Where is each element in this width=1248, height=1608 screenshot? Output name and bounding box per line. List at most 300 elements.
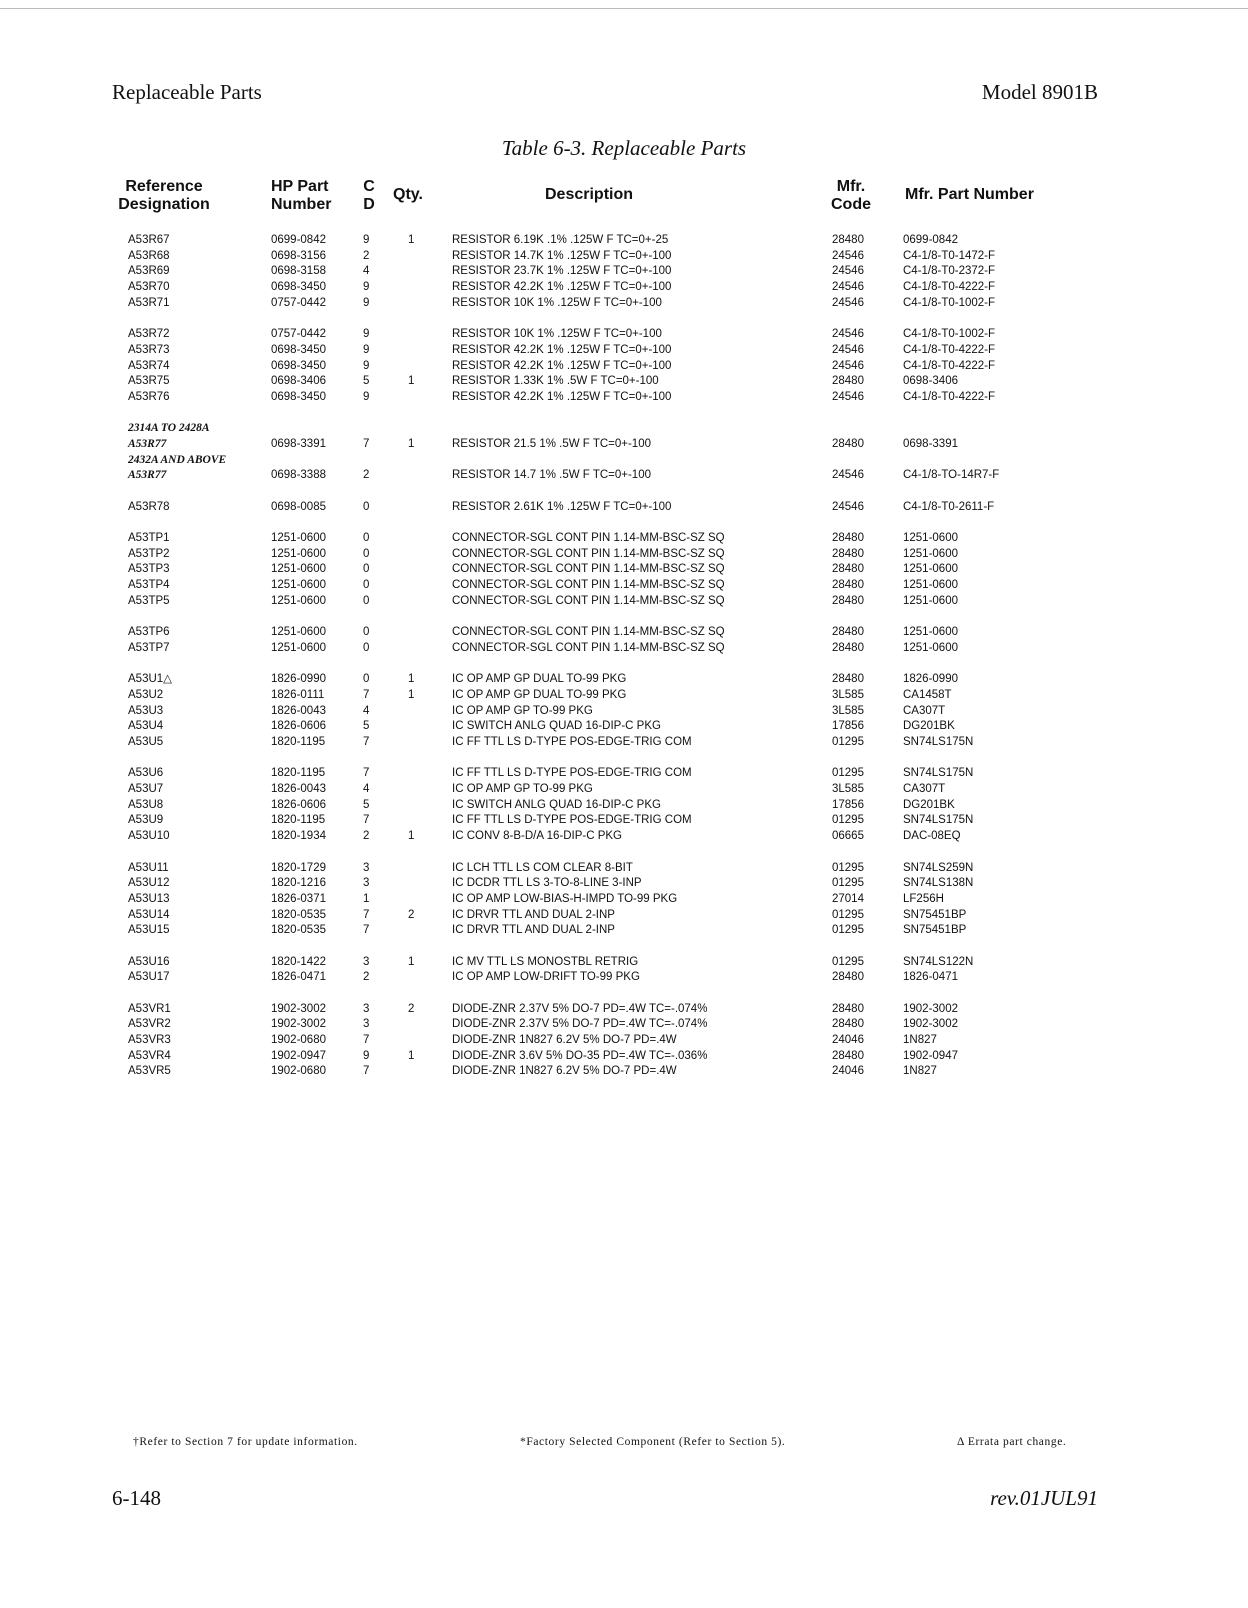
mfr-part-cell: SN74LS138N	[903, 877, 974, 890]
table-row	[0, 735, 1248, 751]
hp-part-cell: 1251-0600	[271, 641, 326, 654]
mfr-part-cell: C4-1/8-T0-4222-F	[903, 343, 996, 356]
cd-cell: 2	[363, 830, 370, 843]
description-cell: RESISTOR 42.2K 1% .125W F TC=0+-100	[452, 281, 672, 294]
hp-part-cell: 0698-3450	[271, 359, 326, 372]
mfr-code-cell: 24546	[832, 249, 864, 262]
mfr-code-cell: 17856	[832, 798, 864, 811]
mfr-code-cell: 01295	[832, 877, 864, 890]
serial-prefix-note	[0, 453, 1248, 469]
mfr-part-cell: C4-1/8-T0-1002-F	[903, 328, 996, 341]
cd-cell: 3	[363, 1018, 370, 1031]
mfr-part-cell: 1251-0600	[903, 532, 958, 545]
table-row	[0, 1049, 1248, 1065]
mfr-code-cell: 01295	[832, 924, 864, 937]
mfr-code-cell: 24546	[832, 265, 864, 278]
table-row	[0, 766, 1248, 782]
table-row	[0, 923, 1248, 939]
col-header-hp-part: HP Part Number	[271, 178, 332, 213]
description-cell: IC OP AMP LOW-BIAS-H-IMPD TO-99 PKG	[452, 892, 678, 905]
hp-part-cell: 1820-1195	[271, 736, 326, 748]
description-cell: IC SWITCH ANLG QUAD 16-DIP-C PKG	[452, 798, 661, 811]
table-row	[0, 719, 1248, 735]
mfr-part-cell: 1902-3002	[903, 1018, 958, 1031]
mfr-part-cell: C4-1/8-T0-1002-F	[903, 296, 996, 309]
mfr-part-cell: 1826-0990	[903, 673, 958, 686]
col-header-description: Description	[545, 186, 634, 203]
description-cell: IC OP AMP GP DUAL TO-99 PKG	[452, 688, 627, 701]
table-row	[0, 343, 1248, 359]
mfr-part-cell: SN75451BP	[903, 924, 967, 937]
cd-cell: 3	[363, 1002, 370, 1015]
footnote-update: †Refer to Section 7 for update information.	[133, 1436, 358, 1448]
mfr-part-cell: 1826-0471	[903, 971, 958, 984]
hp-part-cell: 1251-0600	[271, 594, 326, 607]
ref-cell: A53TP6	[128, 626, 170, 639]
hp-part-cell: 0698-3156	[271, 249, 326, 262]
mfr-code-cell: 24546	[832, 296, 864, 309]
top-rule	[0, 8, 1248, 9]
hp-part-cell: 1826-0043	[271, 704, 326, 717]
ref-cell: A53U7	[128, 783, 164, 796]
mfr-part-cell: 1251-0600	[903, 641, 958, 654]
mfr-code-cell: 28480	[832, 375, 864, 388]
ref-cell: A53U2	[128, 688, 164, 701]
hp-part-cell: 1820-1729	[271, 861, 326, 874]
table-row	[0, 264, 1248, 280]
row-spacer	[0, 986, 1248, 1002]
hp-part-cell: 1902-0680	[271, 1065, 326, 1078]
row-spacer	[0, 610, 1248, 626]
table-row	[0, 468, 1248, 484]
hp-part-cell: 1826-0371	[271, 892, 326, 905]
cd-cell: 7	[363, 736, 370, 748]
cd-cell: 9	[363, 281, 370, 294]
table-row	[0, 908, 1248, 924]
section-title: Replaceable Parts	[112, 80, 262, 104]
hp-part-cell: 1820-1934	[271, 830, 326, 843]
revision-date: rev.01JUL91	[990, 1486, 1098, 1510]
mfr-code-cell: 28480	[832, 579, 864, 592]
ref-cell: A53R70	[128, 281, 170, 294]
ref-cell: A53TP3	[128, 563, 170, 576]
ref-cell: A53TP1	[128, 532, 170, 545]
mfr-code-cell: 28480	[832, 532, 864, 545]
qty-cell: 1	[408, 955, 415, 968]
description-cell: CONNECTOR-SGL CONT PIN 1.14-MM-BSC-SZ SQ	[452, 547, 725, 560]
mfr-part-cell: SN74LS175N	[903, 814, 974, 827]
table-row	[0, 672, 1248, 688]
hp-part-cell: 1826-0471	[271, 971, 326, 984]
description-cell: DIODE-ZNR 1N827 6.2V 5% DO-7 PD=.4W	[452, 1034, 677, 1047]
description-cell: RESISTOR 10K 1% .125W F TC=0+-100	[452, 328, 662, 341]
cd-cell: 2	[363, 469, 370, 482]
table-row	[0, 1002, 1248, 1018]
hp-part-cell: 0698-3158	[271, 265, 326, 278]
cd-cell: 7	[363, 767, 370, 780]
hp-part-cell: 1820-1422	[271, 955, 326, 968]
mfr-part-cell: C4-1/8-T0-4222-F	[903, 390, 996, 403]
description-cell: RESISTOR 14.7K 1% .125W F TC=0+-100	[452, 249, 672, 262]
description-cell: CONNECTOR-SGL CONT PIN 1.14-MM-BSC-SZ SQ	[452, 532, 725, 545]
ref-cell: A53R77	[128, 469, 167, 482]
cd-cell: 9	[363, 328, 370, 341]
table-row	[0, 547, 1248, 563]
description-cell: DIODE-ZNR 1N827 6.2V 5% DO-7 PD=.4W	[452, 1065, 677, 1078]
hp-part-cell: 1251-0600	[271, 532, 326, 545]
table-row	[0, 359, 1248, 375]
mfr-code-cell: 24546	[832, 281, 864, 294]
ref-cell: A53R76	[128, 390, 170, 403]
mfr-code-cell: 24046	[832, 1065, 864, 1078]
table-row	[0, 374, 1248, 390]
mfr-code-cell: 3L585	[832, 783, 864, 796]
ref-cell: A53R68	[128, 249, 170, 262]
mfr-code-cell: 27014	[832, 892, 864, 905]
mfr-code-cell: 01295	[832, 908, 864, 921]
cd-cell: 7	[363, 908, 370, 921]
col-header-cd: C D	[363, 178, 375, 213]
cd-cell: 9	[363, 343, 370, 356]
model-title: Model 8901B	[981, 80, 1098, 104]
hp-part-cell: 1902-0947	[271, 1049, 326, 1062]
mfr-part-cell: C4-1/8-TO-14R7-F	[903, 469, 1000, 482]
mfr-part-cell: SN74LS259N	[903, 861, 974, 874]
ref-cell: A53U3	[128, 704, 164, 717]
table-row	[0, 861, 1248, 877]
table-row	[0, 892, 1248, 908]
table-row	[0, 280, 1248, 296]
description-cell: DIODE-ZNR 2.37V 5% DO-7 PD=.4W TC=-.074%	[452, 1018, 708, 1031]
mfr-part-cell: SN74LS175N	[903, 767, 974, 780]
table-row	[0, 578, 1248, 594]
description-cell: RESISTOR 42.2K 1% .125W F TC=0+-100	[452, 390, 672, 403]
mfr-part-cell: 1N827	[903, 1034, 937, 1047]
table-row	[0, 390, 1248, 406]
row-spacer	[0, 406, 1248, 422]
cd-cell: 7	[363, 924, 370, 937]
mfr-code-cell: 24546	[832, 359, 864, 372]
mfr-part-cell: SN74LS122N	[903, 955, 974, 968]
cd-cell: 0	[363, 641, 370, 654]
mfr-part-cell: CA307T	[903, 704, 946, 717]
cd-cell: 0	[363, 626, 370, 639]
table-row	[0, 704, 1248, 720]
ref-cell: A53U9	[128, 814, 164, 827]
ref-cell: A53TP7	[128, 641, 170, 654]
table-row	[0, 782, 1248, 798]
ref-cell: A53TP4	[128, 579, 170, 592]
hp-part-cell: 1826-0043	[271, 783, 326, 796]
hp-part-cell: 0698-3450	[271, 390, 326, 403]
cd-cell: 7	[363, 1034, 370, 1047]
ref-cell: A53U1△	[128, 673, 173, 686]
ref-cell: A53U15	[128, 924, 170, 937]
ref-cell: A53R74	[128, 359, 170, 372]
hp-part-cell: 1826-0606	[271, 720, 326, 733]
mfr-code-cell: 28480	[832, 1018, 864, 1031]
hp-part-cell: 0757-0442	[271, 296, 326, 309]
qty-cell: 1	[408, 673, 415, 686]
description-cell: CONNECTOR-SGL CONT PIN 1.14-MM-BSC-SZ SQ	[452, 579, 725, 592]
ref-cell: A53U13	[128, 892, 170, 905]
serial-prefix-note	[0, 421, 1248, 437]
ref-cell: A53U16	[128, 955, 170, 968]
description-cell: IC OP AMP GP TO-99 PKG	[452, 783, 593, 796]
ref-cell: A53TP2	[128, 547, 170, 560]
col-header-qty: Qty.	[393, 186, 423, 203]
ref-cell: A53R67	[128, 234, 170, 246]
cd-cell: 0	[363, 579, 370, 592]
mfr-part-cell: 1902-3002	[903, 1002, 958, 1015]
ref-cell: A53U4	[128, 720, 164, 733]
mfr-part-cell: 1251-0600	[903, 563, 958, 576]
cd-cell: 9	[363, 1049, 370, 1062]
ref-cell: A53R75	[128, 375, 170, 388]
mfr-code-cell: 28480	[832, 547, 864, 560]
description-cell: IC DRVR TTL AND DUAL 2-INP	[452, 924, 615, 937]
description-cell: RESISTOR 1.33K 1% .5W F TC=0+-100	[452, 375, 659, 388]
table-row	[0, 594, 1248, 610]
qty-cell: 1	[408, 1049, 415, 1062]
hp-part-cell: 1902-3002	[271, 1002, 326, 1015]
ref-cell: A53VR2	[128, 1018, 171, 1031]
table-row	[0, 562, 1248, 578]
hp-part-cell: 1251-0600	[271, 547, 326, 560]
mfr-code-cell: 24546	[832, 328, 864, 341]
mfr-code-cell: 28480	[832, 437, 864, 450]
ref-cell: A53U12	[128, 877, 170, 890]
mfr-code-cell: 01295	[832, 736, 864, 748]
mfr-code-cell: 24546	[832, 469, 864, 482]
mfr-part-cell: CA1458T	[903, 688, 952, 701]
ref-cell: A53U5	[128, 736, 164, 748]
mfr-part-cell: 1902-0947	[903, 1049, 958, 1062]
cd-cell: 5	[363, 375, 370, 388]
description-cell: IC MV TTL LS MONOSTBL RETRIG	[452, 955, 639, 968]
cd-cell: 7	[363, 814, 370, 827]
table-row	[0, 688, 1248, 704]
description-cell: DIODE-ZNR 3.6V 5% DO-35 PD=.4W TC=-.036%	[452, 1049, 708, 1062]
qty-cell: 1	[408, 234, 415, 246]
description-cell: RESISTOR 2.61K 1% .125W F TC=0+-100	[452, 500, 672, 513]
description-cell: RESISTOR 6.19K .1% .125W F TC=0+-25	[452, 234, 669, 246]
cd-cell: 9	[363, 296, 370, 309]
hp-part-cell: 1826-0111	[271, 688, 325, 701]
row-spacer	[0, 751, 1248, 767]
hp-part-cell: 0698-3406	[271, 375, 326, 388]
serial-prefix-text: 2314A TO 2428A	[128, 422, 210, 435]
ref-cell: A53VR5	[128, 1065, 171, 1078]
row-spacer	[0, 939, 1248, 955]
row-spacer	[0, 311, 1248, 327]
cd-cell: 3	[363, 861, 370, 874]
hp-part-cell: 1820-1195	[271, 814, 326, 827]
cd-cell: 9	[363, 390, 370, 403]
mfr-code-cell: 28480	[832, 641, 864, 654]
col-header-mfr-part: Mfr. Part Number	[905, 186, 1034, 203]
mfr-code-cell: 24046	[832, 1034, 864, 1047]
ref-cell: A53U17	[128, 971, 170, 984]
hp-part-cell: 1820-0535	[271, 908, 326, 921]
description-cell: IC OP AMP GP DUAL TO-99 PKG	[452, 673, 627, 686]
mfr-part-cell: CA307T	[903, 783, 946, 796]
mfr-code-cell: 01295	[832, 814, 864, 827]
cd-cell: 0	[363, 532, 370, 545]
mfr-part-cell: LF256H	[903, 892, 944, 905]
table-row	[0, 970, 1248, 986]
table-row	[0, 500, 1248, 516]
description-cell: IC LCH TTL LS COM CLEAR 8-BIT	[452, 861, 633, 874]
description-cell: CONNECTOR-SGL CONT PIN 1.14-MM-BSC-SZ SQ	[452, 594, 725, 607]
table-row	[0, 327, 1248, 343]
hp-part-cell: 1251-0600	[271, 626, 326, 639]
description-cell: RESISTOR 42.2K 1% .125W F TC=0+-100	[452, 359, 672, 372]
hp-part-cell: 0757-0442	[271, 328, 326, 341]
description-cell: IC CONV 8-B-D/A 16-DIP-C PKG	[452, 830, 622, 843]
cd-cell: 2	[363, 971, 370, 984]
table-row	[0, 1033, 1248, 1049]
description-cell: IC FF TTL LS D-TYPE POS-EDGE-TRIG COM	[452, 736, 692, 748]
hp-part-cell: 1826-0606	[271, 798, 326, 811]
mfr-code-cell: 28480	[832, 563, 864, 576]
mfr-part-cell: 0699-0842	[903, 234, 958, 246]
cd-cell: 3	[363, 955, 370, 968]
mfr-part-cell: SN75451BP	[903, 908, 967, 921]
cd-cell: 7	[363, 1065, 370, 1078]
hp-part-cell: 1820-1195	[271, 767, 326, 780]
mfr-code-cell: 3L585	[832, 704, 864, 717]
table-row	[0, 955, 1248, 971]
ref-cell: A53TP5	[128, 594, 170, 607]
description-cell: RESISTOR 23.7K 1% .125W F TC=0+-100	[452, 265, 672, 278]
mfr-code-cell: 28480	[832, 1002, 864, 1015]
footnote-factory-selected: *Factory Selected Component (Refer to Section 5).	[520, 1436, 786, 1448]
cd-cell: 7	[363, 437, 370, 450]
hp-part-cell: 1251-0600	[271, 579, 326, 592]
description-cell: CONNECTOR-SGL CONT PIN 1.14-MM-BSC-SZ SQ	[452, 563, 725, 576]
description-cell: RESISTOR 14.7 1% .5W F TC=0+-100	[452, 469, 651, 482]
ref-cell: A53R72	[128, 328, 170, 341]
ref-cell: A53R71	[128, 296, 170, 309]
ref-cell: A53U11	[128, 861, 169, 874]
row-spacer	[0, 515, 1248, 531]
cd-cell: 0	[363, 594, 370, 607]
ref-cell: A53VR4	[128, 1049, 171, 1062]
table-row	[0, 798, 1248, 814]
mfr-part-cell: DG201BK	[903, 798, 955, 811]
table-row	[0, 1017, 1248, 1033]
description-cell: IC FF TTL LS D-TYPE POS-EDGE-TRIG COM	[452, 767, 692, 780]
mfr-code-cell: 28480	[832, 626, 864, 639]
mfr-code-cell: 28480	[832, 673, 864, 686]
mfr-part-cell: C4-1/8-T0-2372-F	[903, 265, 996, 278]
hp-part-cell: 0698-3450	[271, 343, 326, 356]
mfr-part-cell: C4-1/8-T0-1472-F	[903, 249, 996, 262]
hp-part-cell: 0698-3450	[271, 281, 326, 294]
cd-cell: 0	[363, 500, 370, 513]
cd-cell: 1	[363, 892, 370, 905]
cd-cell: 0	[363, 563, 370, 576]
description-cell: IC OP AMP LOW-DRIFT TO-99 PKG	[452, 971, 640, 984]
mfr-code-cell: 28480	[832, 594, 864, 607]
ref-cell: A53R73	[128, 343, 170, 356]
mfr-code-cell: 01295	[832, 861, 864, 874]
table-row	[0, 1064, 1248, 1080]
mfr-part-cell: C4-1/8-T0-2611-F	[903, 500, 995, 513]
mfr-part-cell: DG201BK	[903, 720, 955, 733]
ref-cell: A53R69	[128, 265, 170, 278]
cd-cell: 5	[363, 720, 370, 733]
mfr-code-cell: 28480	[832, 971, 864, 984]
hp-part-cell: 0699-0842	[271, 234, 326, 246]
mfr-part-cell: 1N827	[903, 1065, 937, 1078]
description-cell: CONNECTOR-SGL CONT PIN 1.14-MM-BSC-SZ SQ	[452, 641, 725, 654]
ref-cell: A53U6	[128, 767, 164, 780]
parts-table-body	[0, 233, 1248, 1080]
mfr-code-cell: 28480	[832, 1049, 864, 1062]
table-row	[0, 829, 1248, 845]
qty-cell: 2	[408, 908, 415, 921]
mfr-code-cell: 24546	[832, 390, 864, 403]
mfr-code-cell: 24546	[832, 343, 864, 356]
ref-cell: A53VR1	[128, 1002, 171, 1015]
qty-cell: 2	[408, 1002, 415, 1015]
description-cell: IC OP AMP GP TO-99 PKG	[452, 704, 593, 717]
cd-cell: 7	[363, 688, 370, 701]
hp-part-cell: 1826-0990	[271, 673, 326, 686]
qty-cell: 1	[408, 830, 415, 843]
table-row	[0, 296, 1248, 312]
hp-part-cell: 0698-3391	[271, 437, 326, 450]
cd-cell: 3	[363, 877, 370, 890]
ref-cell: A53R78	[128, 500, 170, 513]
page-number: 6-148	[112, 1486, 161, 1510]
table-row	[0, 876, 1248, 892]
cd-cell: 0	[363, 547, 370, 560]
table-title: Table 6-3. Replaceable Parts	[501, 136, 747, 160]
mfr-code-cell: 17856	[832, 720, 864, 733]
footnote-errata: Δ Errata part change.	[957, 1436, 1067, 1448]
mfr-part-cell: 0698-3391	[903, 437, 958, 450]
description-cell: IC SWITCH ANLG QUAD 16-DIP-C PKG	[452, 720, 661, 733]
mfr-part-cell: 1251-0600	[903, 626, 958, 639]
description-cell: RESISTOR 21.5 1% .5W F TC=0+-100	[452, 437, 651, 450]
cd-cell: 4	[363, 783, 370, 796]
cd-cell: 0	[363, 673, 370, 686]
mfr-code-cell: 3L585	[832, 688, 864, 701]
hp-part-cell: 0698-3388	[271, 469, 326, 482]
row-spacer	[0, 657, 1248, 673]
table-row	[0, 641, 1248, 657]
hp-part-cell: 0698-0085	[271, 500, 326, 513]
cd-cell: 9	[363, 234, 370, 246]
table-row	[0, 437, 1248, 453]
row-spacer	[0, 484, 1248, 500]
hp-part-cell: 1820-1216	[271, 877, 326, 890]
hp-part-cell: 1820-0535	[271, 924, 326, 937]
cd-cell: 2	[363, 249, 370, 262]
table-row	[0, 625, 1248, 641]
mfr-code-cell: 24546	[832, 500, 864, 513]
description-cell: IC DRVR TTL AND DUAL 2-INP	[452, 908, 615, 921]
table-row	[0, 531, 1248, 547]
qty-cell: 1	[408, 437, 415, 450]
hp-part-cell: 1902-3002	[271, 1018, 326, 1031]
row-spacer	[0, 845, 1248, 861]
ref-cell: A53U8	[128, 798, 164, 811]
cd-cell: 9	[363, 359, 370, 372]
